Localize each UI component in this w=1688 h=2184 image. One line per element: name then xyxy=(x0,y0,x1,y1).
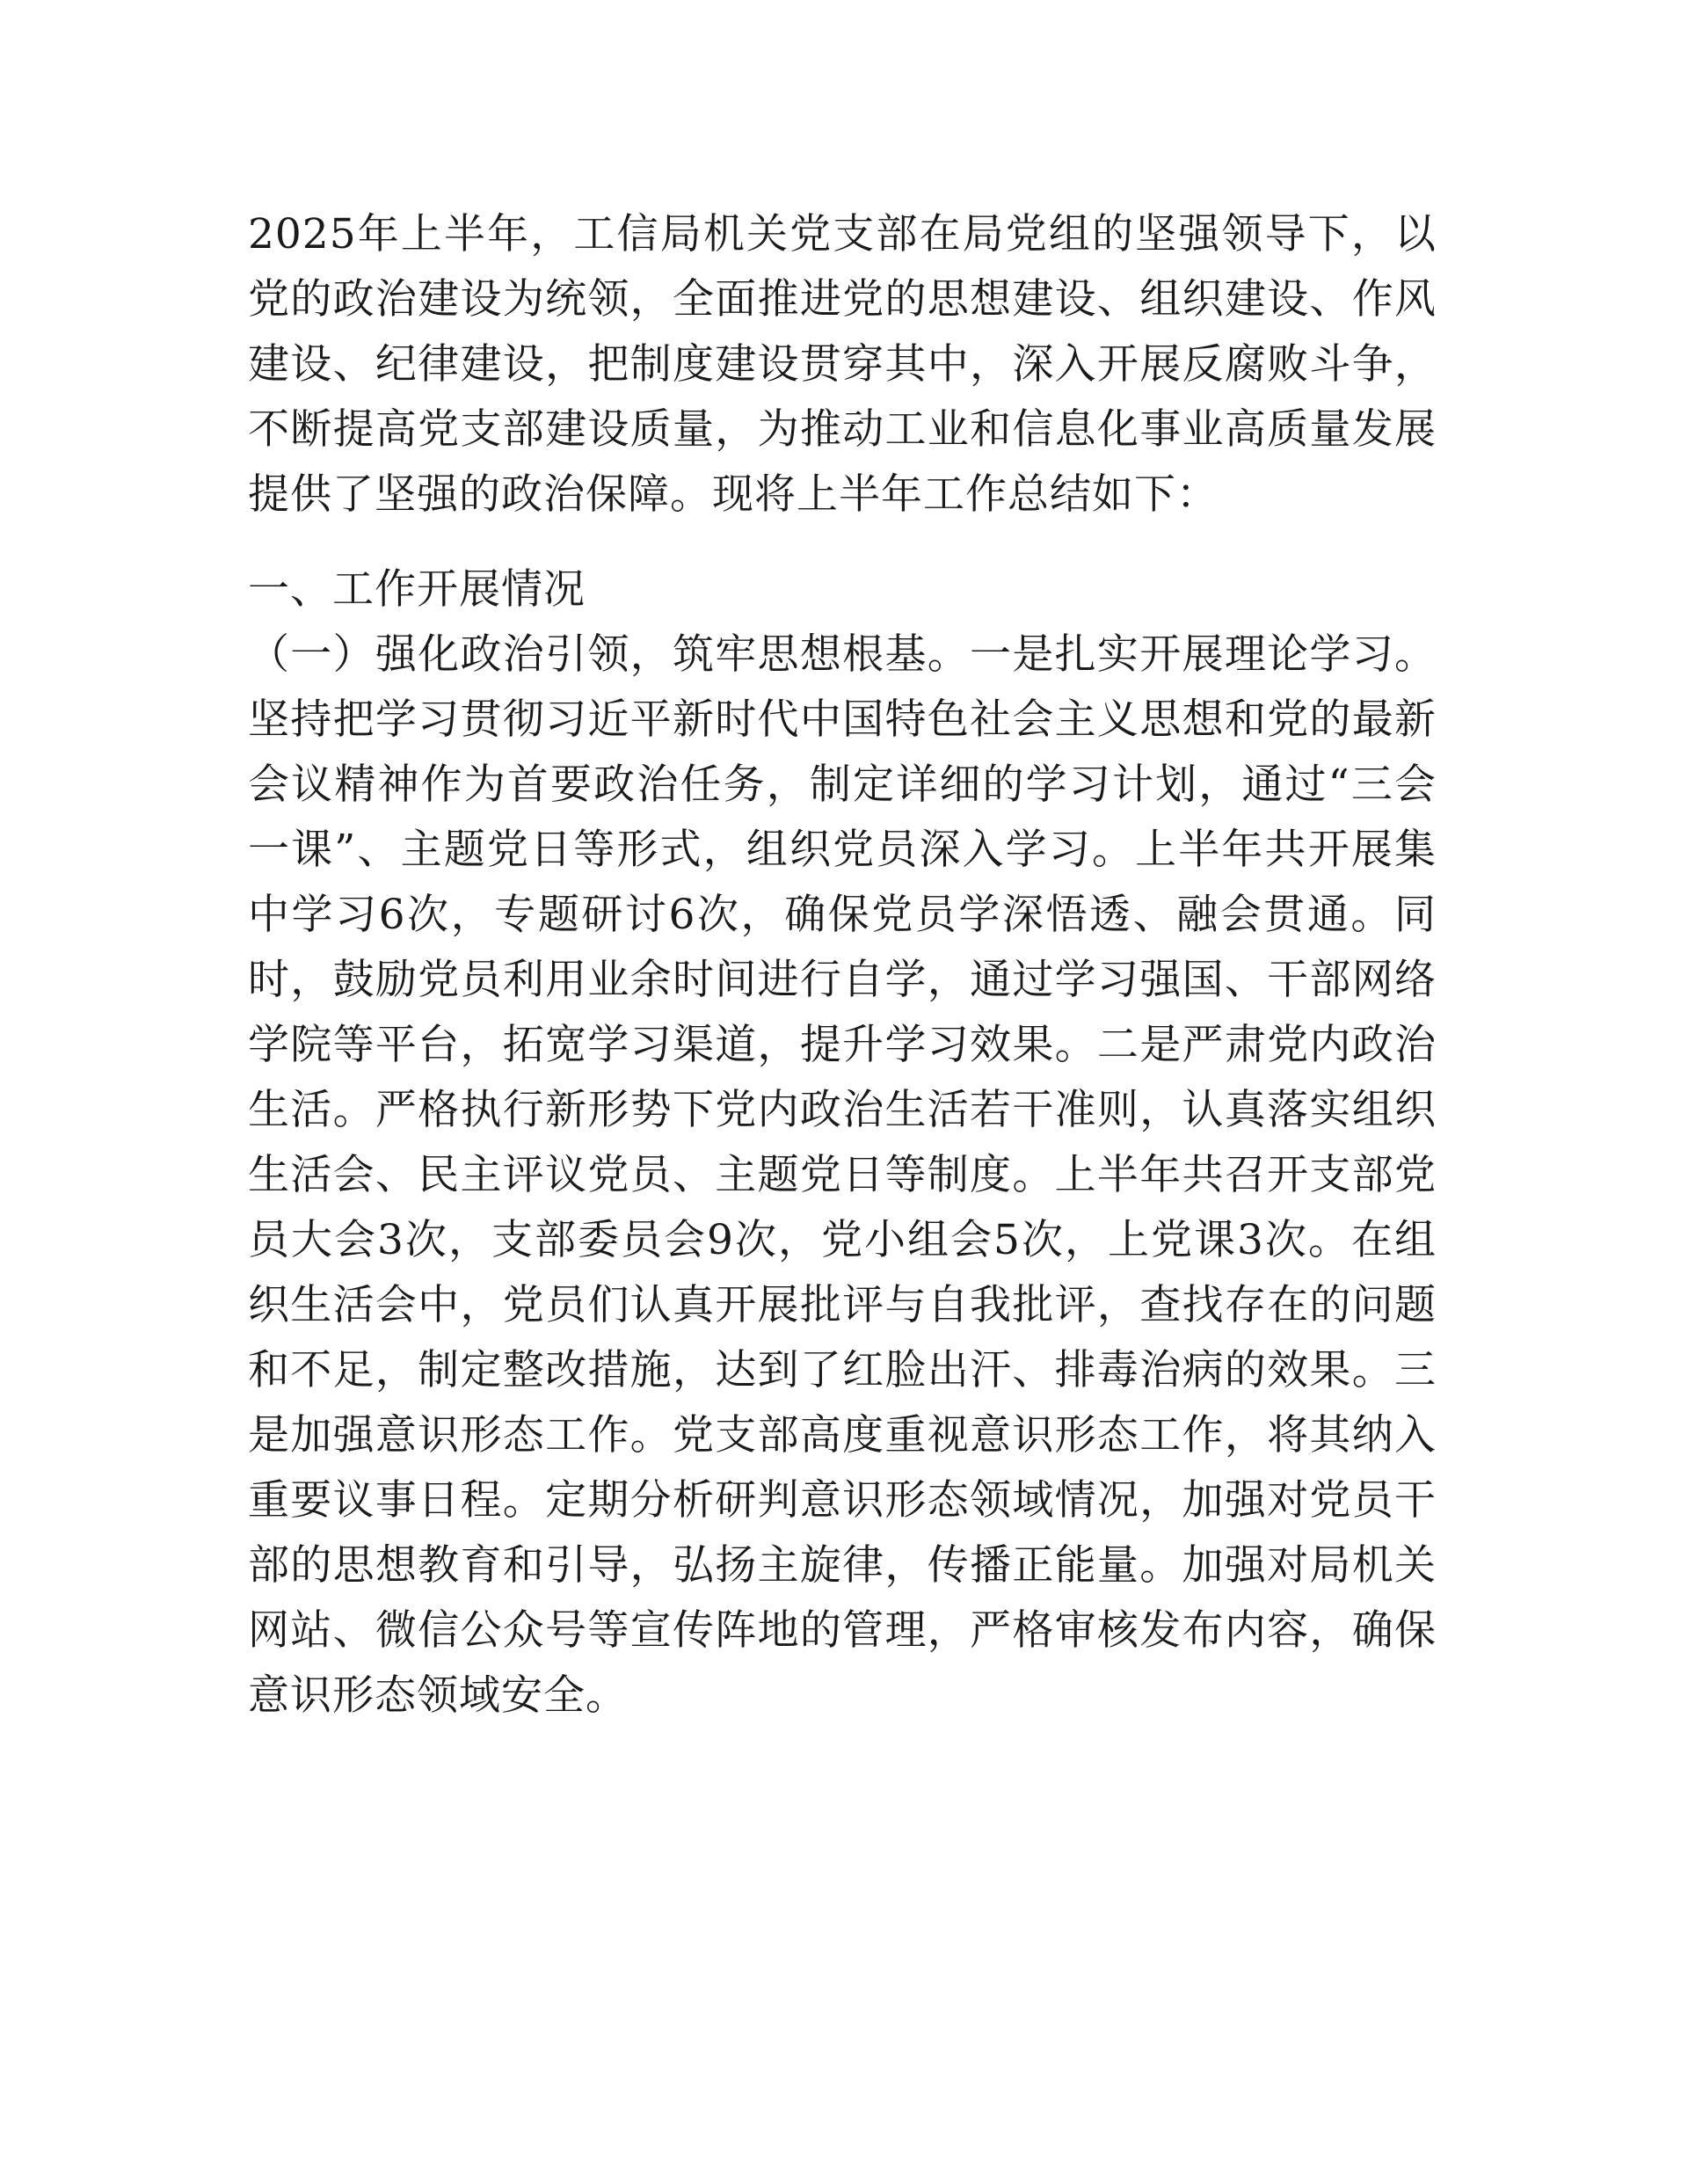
section-heading: 一、工作开展情况 xyxy=(248,565,586,614)
intro-paragraph: 2025年上半年，工信局机关党支部在局党组的坚强领导下，以党的政治建设为统领，全面推进党的思想建设、组织建设、作风建设、纪律建设，把制度建设贯穿其中，深入开展反腐败斗争，不断提高党支部建设质量，为推动工业和信息化事业高质量发展提供了坚强的政治保障。现将上半年工作总结如下： xyxy=(248,210,1437,519)
section-body-paragraph: （一）强化政治引领，筑牢思想根基。一是扎实开展理论学习。坚持把学习贯彻习近平新时代中国特色社会主义思想和党的最新会议精神作为首要政治任务，制定详细的学习计划，通过“三会一课”、主题党日等形式，组织党员深入学习。上半年共开展集中学习6次，专题研讨6次，确保党员学深悟透、融会贯通。同时，鼓励党员利用业余时间进行自学，通过学习强国、干部网络学院等平台，拓宽学习渠道，提升学习效果。二是严肃党内政治生活。严格执行新形势下党内政治生活若干准则，认真落实组织生活会、民主评议党员、主题党日等制度。上半年共召开支部党员大会3次，支部委员会9次，党小组会5次，上党课3次。在组织生活会中，党员们认真开展批评与自我批评，查找存在的问题和不足，制定整改措施，达到了红脸出汗、排毒治病的效果。三是加强意识形态工作。党支部高度重视意识形态工作，将其纳入重要议事日程。定期分析研判意识形态领域情况，加强对党员干部的思想教育和引导，弘扬主旋律，传播正能量。加强对局机关网站、微信公众号等宣传阵地的管理，严格审核发布内容，确保意识形态领域安全。 xyxy=(248,630,1437,1720)
document-page xyxy=(248,202,1437,1729)
